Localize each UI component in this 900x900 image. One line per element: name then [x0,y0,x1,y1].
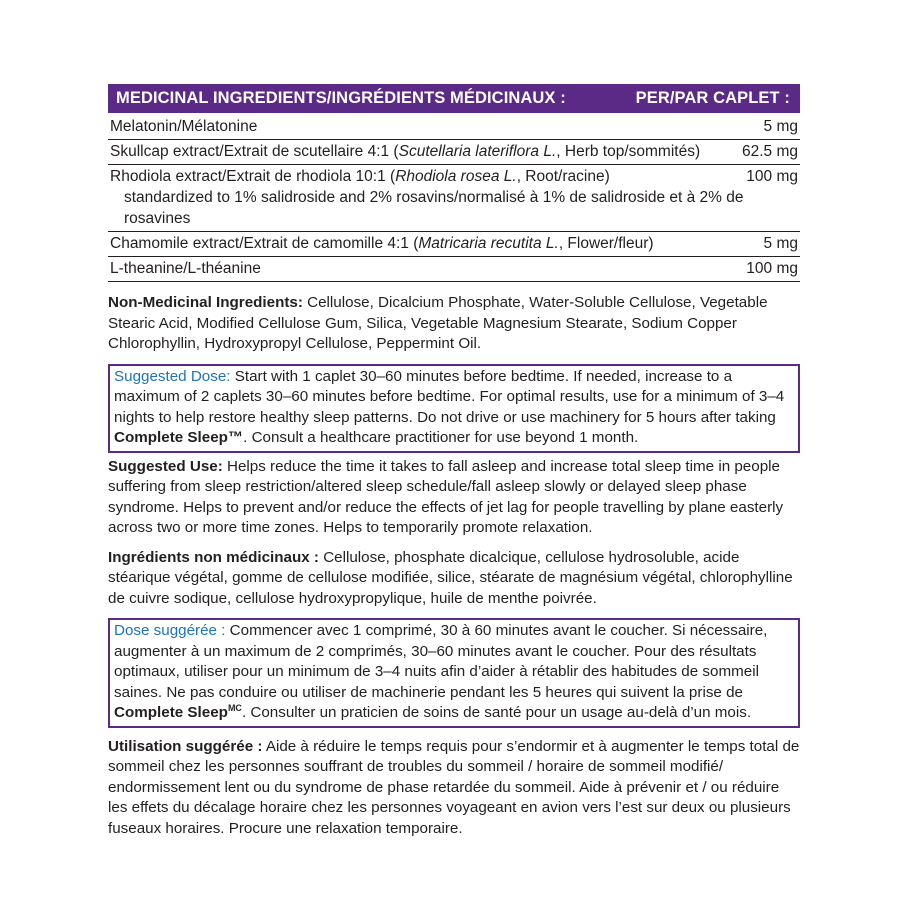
ingredient-name: Melatonin/Mélatonine [110,118,258,135]
header-ingredients-title: MEDICINAL INGREDIENTS/INGRÉDIENTS MÉDICINAUX : [116,89,566,107]
brand-name: Complete Sleep™ [114,429,244,446]
ingredients-header [108,84,800,113]
supplement-facts-label [108,84,800,839]
ingredient-row [108,257,800,282]
ingredient-row [108,165,800,232]
ingredient-amount: 100 mg [746,260,798,277]
suggested-dose-label: Suggested Dose: [114,367,231,385]
ingredient-standardization: standardized to 1% salidroside and 2% rosavins/normalisé à 1% de salidroside et à 2% de rosavines [124,189,744,227]
ingredient-amount: 5 mg [763,118,798,135]
dose-fr-box: Dose suggérée : Commencer avec 1 comprimé, 30 à 60 minutes avant le coucher. Si nécessaire, augmenter à un maximum de 2 comprimés, 30–60 minutes avant le coucher. Pour des résultats optimaux, utiliser pour un minimum de 3–4 nuits afin d’aider à rétablir des habitudes de sommeil saines. Ne pas conduire ou utiliser de machinerie pendant les 5 heures qui suivent la prise de Complete Sleep$^{MC}$. Consulter un praticien de soins de santé pour un usage au-delà d’un mois. [108,618,800,728]
ingredient-name: Chamomile extract/Extrait de camomille 4:1 (Matricaria recutita L., Flower/fleur) [110,235,654,252]
ingredient-row [108,232,800,257]
suggested-use: Suggested Use: Helps reduce the time it takes to fall asleep and increase total sleep time in people suffering from sleep restriction/altered sleep schedule/fall asleep slowly or delayed sleep phase syndrome. Helps to prevent and/or reduce the effects of jet lag for people travelling by plane easterly across two or more time zones. Helps to temporarily promote relaxation. [108,457,784,536]
ingredient-amount: 5 mg [763,235,798,252]
ingredient-row [108,113,800,140]
ingredient-amount: 100 mg [746,168,798,185]
ingredient-amount: 62.5 mg [741,143,798,160]
dose-fr-label: Dose suggérée : [114,622,226,639]
header-per-caplet: PER/PAR CAPLET : [635,89,790,107]
non-medicinal-ingredients: Non-Medicinal Ingredients: Cellulose, Dicalcium Phosphate, Water-Soluble Cellulose, Vegetable Stearic Acid, Modified Cellulose Gum, Silica, Vegetable Magnesium Stearate, Sodium Copper Chlorophyllin, Hydroxypropyl Cellulose, Peppermint Oil. [108,294,768,352]
ingredient-name: Rhodiola extract/Extrait de rhodiola 10:1 (Rhodiola rosea L., Root/racine) [110,168,610,185]
non-medicinal-ingredients-fr: Ingrédients non médicinaux : Cellulose, phosphate dicalcique, cellulose hydrosoluble, acide stéarique végétal, gomme de cellulose modifiée, silice, stéarate de magnésium végétal, chlorophylline de cuivre sodique, cellulose hydroxypropylique, huile de menthe poivrée. [108,548,793,607]
ingredient-row [108,140,800,165]
brand-name-fr: Complete Sleep$^{MC}$ [114,702,242,721]
ingredient-name: Skullcap extract/Extrait de scutellaire 4:1 (Scutellaria lateriflora L., Herb top/sommités) [110,143,701,160]
suggested-use-fr: Utilisation suggérée : Aide à réduire le temps requis pour s’endormir et à augmenter le temps total de sommeil chez les personnes souffrant de troubles du sommeil / horaire de sommeil modifié/ endormissement lent ou du syndrome de phase retardée du sommeil. Aide à prévenir et / ou réduire les effets du décalage horaire chez les personnes voyageant en avion vers l’est sur deux ou plusieurs fuseaux horaires. Procure une relaxation temporaire. [108,737,800,837]
suggested-dose-box: Suggested Dose: Start with 1 caplet 30–60 minutes before bedtime. If needed, increase to a maximum of 2 caplets 30–60 minutes before bedtime. For optimal results, use for a minimum of 3–4 nights to help restore healthy sleep patterns. Do not drive or use machinery for 5 hours after taking Complete Sleep™. Consult a healthcare practitioner for use beyond 1 month. [108,364,800,453]
ingredient-name: L-theanine/L-théanine [110,260,261,277]
